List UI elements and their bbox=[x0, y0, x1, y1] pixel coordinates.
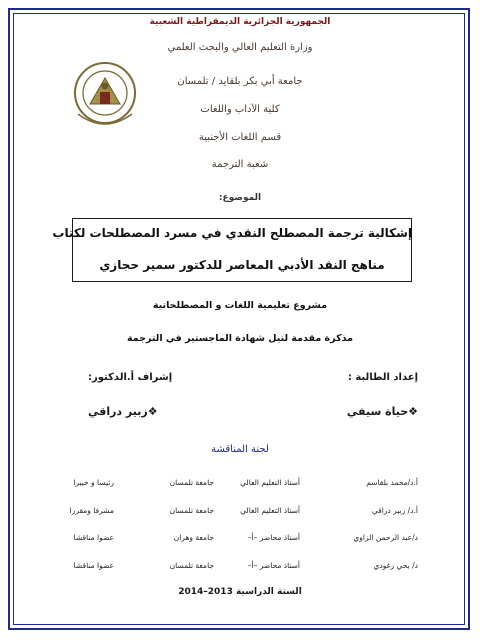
ministry-line: وزارة التعليم العالي والبحث العلمي bbox=[167, 42, 313, 53]
member-role: مشرفا ومقررا bbox=[69, 506, 114, 515]
member-rank: أستاذ محاضر –أ– bbox=[247, 533, 300, 542]
prepared-by-label: إعداد الطالبة : bbox=[347, 372, 418, 383]
member-role: رئيسا و خبيرا bbox=[73, 478, 114, 487]
member-university: جامعة تلمسان bbox=[169, 478, 214, 487]
member-university: جامعة تلمسان bbox=[169, 561, 214, 570]
topic-label: الموضوع: bbox=[218, 193, 262, 203]
member-name: د/عبد الرحمن الزاوي bbox=[353, 533, 418, 542]
project-line: مشروع تعليمية اللغات و المصطلحاتية bbox=[152, 300, 328, 311]
member-role: عضوا مناقشا bbox=[73, 533, 114, 542]
branch-line: شعبة الترجمة bbox=[211, 159, 269, 170]
student-name: ❖حياة سيفي bbox=[346, 405, 418, 418]
academic-year: السنة الدراسية 2013–2014 bbox=[178, 587, 302, 597]
member-university: جامعة وهران bbox=[173, 533, 214, 542]
thesis-title-line1: إشكالية ترجمة المصطلح النقدي في مسرد المصطلحات لكتاب bbox=[52, 226, 412, 240]
supervisor-name: ❖زبير دراقي bbox=[88, 405, 158, 418]
republic-line: الجمهورية الجزائرية الديمقراطية الشعبية bbox=[149, 17, 331, 27]
thesis-title-line2: مناهج النقد الأدبي المعاصر للدكتور سمير حجازي bbox=[99, 258, 385, 272]
university-line: جامعة أبي بكر بلقايد / تلمسان bbox=[177, 76, 303, 87]
faculty-line: كلية الآداب واللغات bbox=[200, 104, 280, 115]
member-rank: أستاذ محاضر –أ– bbox=[247, 561, 300, 570]
department-line: قسم اللغات الأجنبية bbox=[198, 132, 282, 143]
university-logo bbox=[66, 56, 144, 130]
member-university: جامعة تلمسان bbox=[169, 506, 214, 515]
committee-title: لجنة المناقشة bbox=[211, 444, 269, 455]
thesis-purpose-line: مذكرة مقدمة لنيل شهادة الماجستير في الترجمة bbox=[127, 333, 353, 344]
member-name: أ.د/ زبير دراقي bbox=[371, 506, 418, 515]
member-rank: أستاذ التعليم العالي bbox=[240, 478, 300, 487]
member-role: عضوا مناقشا bbox=[73, 561, 114, 570]
member-name: د/ يحي زغودي bbox=[373, 561, 418, 570]
member-name: أ.د/محمد بلقاسم bbox=[366, 478, 418, 487]
member-rank: أستاذ التعليم العالي bbox=[240, 506, 300, 515]
supervisor-label: إشراف أ.الدكتور: bbox=[88, 372, 173, 383]
